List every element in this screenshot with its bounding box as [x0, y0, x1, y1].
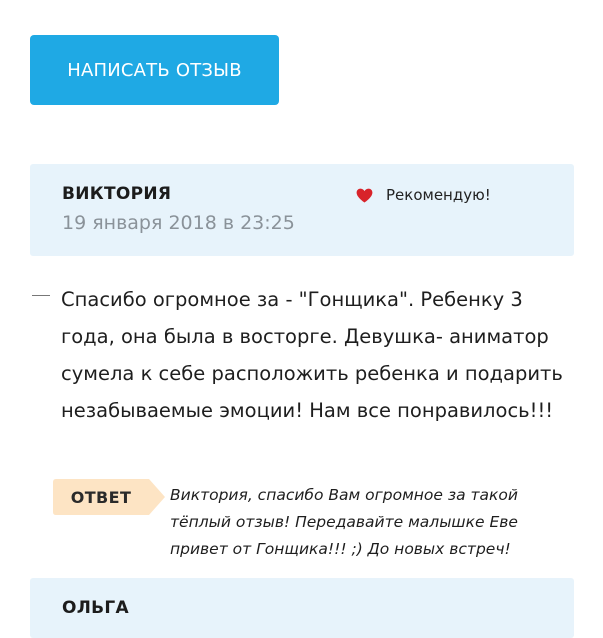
write-review-button[interactable]: НАПИСАТЬ ОТЗЫВ — [30, 35, 279, 105]
review-dash — [32, 295, 50, 296]
recommend-badge — [356, 186, 491, 204]
next-review-header — [30, 578, 574, 638]
review-date: 19 января 2018 в 23:25 — [62, 212, 295, 234]
reply-tag-label: ОТВЕТ — [70, 487, 132, 507]
reply-tag — [53, 479, 165, 515]
review-text: Спасибо огромное за - "Гонщика". Ребенку 3 года, она была в восторге. Девушка- аниматор сумела к себе расположить ребенка и подарить незабываемые эмоции! Нам все понравилось!!! — [61, 288, 563, 422]
heart-icon — [356, 188, 373, 203]
recommend-label: Рекомендую! — [386, 186, 491, 204]
review-header — [30, 164, 574, 256]
reply-text: Виктория, спасибо Вам огромное за такой тёплый отзыв! Передавайте малышке Еве привет от Гонщика!!! ;) До новых встреч! — [170, 486, 518, 558]
review-author: ВИКТОРИЯ — [62, 184, 172, 204]
next-review-author: ОЛЬГА — [62, 598, 130, 618]
